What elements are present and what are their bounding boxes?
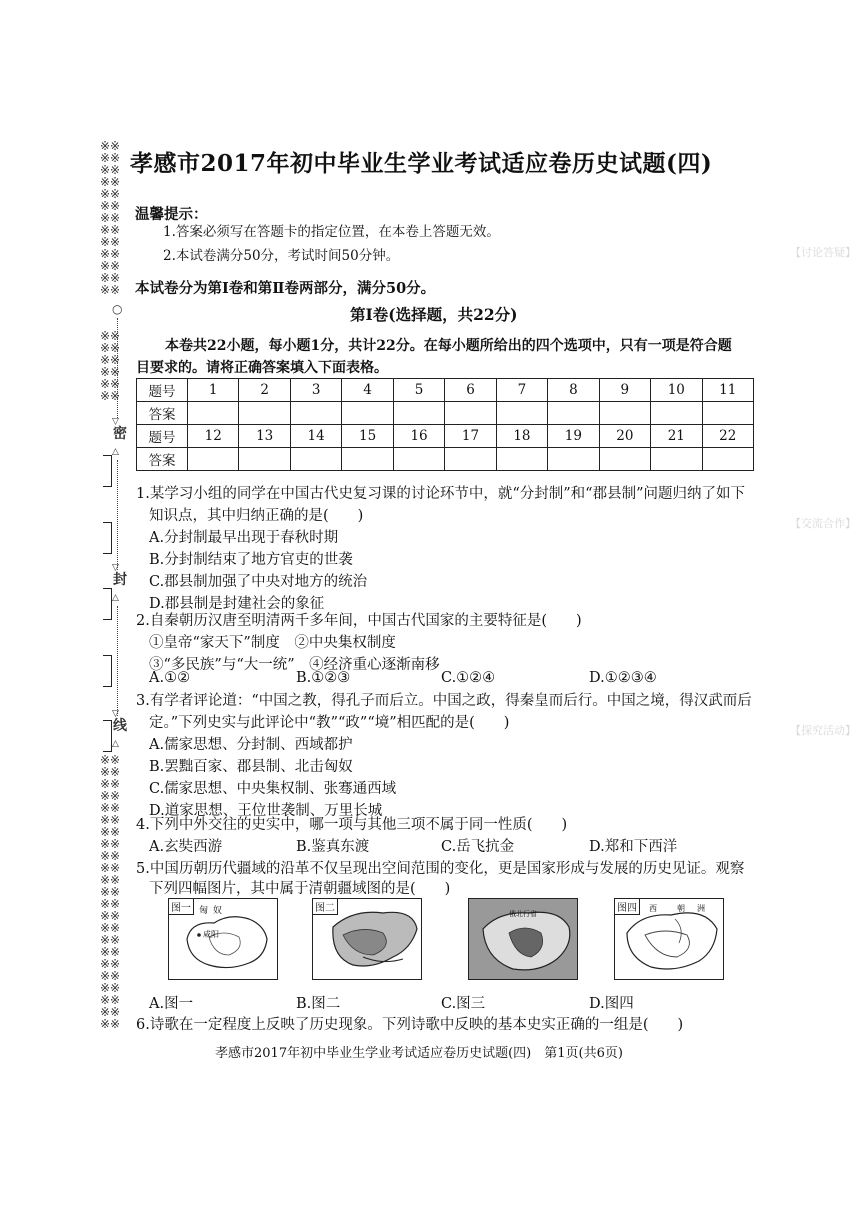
q2-option-c[interactable]: C.①②④ — [441, 670, 496, 686]
q3-option-d[interactable]: D.道家思想、王位世袭制、万里长城 — [149, 803, 383, 819]
map-figure-2 — [312, 898, 422, 980]
table-header-cell: 题号 — [137, 379, 188, 402]
answer-cell[interactable] — [548, 448, 599, 471]
question-number-cell: 7 — [496, 379, 547, 402]
table-header-cell: 答案 — [137, 448, 188, 471]
q5-option-a[interactable]: A.图一 — [149, 996, 194, 1012]
question-number-cell: 11 — [702, 379, 753, 402]
page-title: 孝感市2017年初中毕业生学业考试适应卷历史试题(四) — [130, 150, 713, 177]
page-footer: 孝感市2017年初中毕业生学业考试适应卷历史试题(四) 第1页(共6页) — [215, 1046, 623, 1061]
table-row — [137, 402, 754, 425]
answer-cell[interactable] — [599, 448, 650, 471]
notice-item-1: 1.答案必须写在答题卡的指定位置，在本卷上答题无效。 — [163, 224, 500, 240]
question-number-cell: 17 — [445, 425, 496, 448]
q4-option-c[interactable]: C.岳飞抗金 — [441, 839, 515, 855]
exam-intro: 本试卷分为第Ⅰ卷和第Ⅱ卷两部分，满分50分。 — [135, 280, 436, 297]
answer-cell[interactable] — [445, 402, 496, 425]
table-row — [137, 379, 754, 402]
map-label: 图四 — [615, 899, 640, 915]
map-label: 图一 — [169, 899, 194, 915]
answer-cell[interactable] — [188, 448, 239, 471]
q4-option-b[interactable]: B.鉴真东渡 — [296, 839, 370, 855]
map-figure-4: 图四 西 朝 洲 — [614, 898, 724, 980]
q4-option-a[interactable]: A.玄奘西游 — [149, 839, 223, 855]
gutter-seal-mi: 密 — [113, 426, 127, 442]
gutter-circle-top: ○ — [112, 302, 123, 316]
table-header-cell: 答案 — [137, 402, 188, 425]
q2-choices-1: ①皇帝“家天下”制度 ②中央集权制度 — [149, 635, 396, 651]
binding-gutter: ※※ ※※ ※※ ※※ ※※ ※※ ※※ ※※ ※※ ※※ ※※ ※※ ※※ ○ ※※ ※※ ※※ ※※ ※※ ※※ ▽ 密 △ ▽ 封 △ ▽ 线 △ ※※ ※※ ※※ ※※ ※※ ※※ ※※ ※※ ※※ ※※ ※※ ※※ ※※ ※※ ※※ ※※ ※※ ※※ ※※ ※※ ※※ ※※ ※※ — [100, 139, 127, 1031]
question-number-cell: 16 — [393, 425, 444, 448]
section-instruction-2: 目要求的。请将正确答案填入下面表格。 — [136, 360, 388, 376]
answer-cell[interactable] — [342, 448, 393, 471]
q5-option-c[interactable]: C.图三 — [441, 996, 486, 1012]
q1-option-c[interactable]: C.郡县制加强了中央对地方的统治 — [149, 574, 368, 590]
question-number-cell: 4 — [342, 379, 393, 402]
question-number-cell: 21 — [651, 425, 702, 448]
q2-choices-2: ③“多民族”与“大一统” ④经济重心逐渐南移 — [149, 657, 440, 673]
question-number-cell: 10 — [651, 379, 702, 402]
section-heading: 第Ⅰ卷(选择题，共22分) — [350, 305, 518, 324]
q5-stem-1: 5.中国历朝历代疆域的沿革不仅呈现出空间范围的变化，更是国家形成与发展的历史见证。观察 — [136, 861, 745, 877]
answer-cell[interactable] — [702, 448, 753, 471]
q2-option-d[interactable]: D.①②③④ — [589, 670, 657, 686]
name-bracket — [103, 455, 112, 487]
q4-stem: 4.下列中外交往的史实中，哪一项与其他三项不属于同一性质( ) — [136, 817, 568, 833]
question-number-cell: 2 — [239, 379, 290, 402]
map-figure-1: 图一 匈 奴 咸阳 — [168, 898, 278, 980]
question-number-cell: 1 — [188, 379, 239, 402]
answer-table — [136, 378, 754, 471]
id-bracket — [103, 655, 112, 687]
question-number-cell: 5 — [393, 379, 444, 402]
question-number-cell: 18 — [496, 425, 547, 448]
q2-stem-1: 2.自秦朝历汉唐至明清两千多年间，中国古代国家的主要特征是( ) — [136, 613, 582, 629]
answer-cell[interactable] — [651, 402, 702, 425]
gutter-seal-xian: 线 — [113, 718, 127, 734]
answer-cell[interactable] — [188, 402, 239, 425]
notice-heading: 温馨提示： — [135, 206, 208, 223]
answer-cell[interactable] — [239, 402, 290, 425]
answer-cell[interactable] — [393, 402, 444, 425]
answer-cell[interactable] — [651, 448, 702, 471]
class-bracket — [103, 522, 112, 554]
question-number-cell: 22 — [702, 425, 753, 448]
answer-cell[interactable] — [445, 448, 496, 471]
answer-cell[interactable] — [496, 448, 547, 471]
answer-cell[interactable] — [342, 402, 393, 425]
answer-cell[interactable] — [496, 402, 547, 425]
question-number-cell: 13 — [239, 425, 290, 448]
q1-option-b[interactable]: B.分封制结束了地方官吏的世袭 — [149, 552, 353, 568]
table-row — [137, 425, 754, 448]
seat-bracket — [103, 720, 112, 752]
q5-option-b[interactable]: B.图二 — [296, 996, 341, 1012]
q1-stem-1: 1.某学习小组的同学在中国古代史复习课的讨论环节中，就“分封制”和“郡县制”问题归纳了如下 — [136, 486, 745, 502]
q2-option-a[interactable]: A.①② — [149, 670, 191, 686]
q1-option-d[interactable]: D.郡县制是封建社会的象征 — [149, 596, 325, 612]
question-number-cell: 19 — [548, 425, 599, 448]
answer-cell[interactable] — [599, 402, 650, 425]
gutter-seal-feng: 封 — [113, 572, 127, 588]
q1-stem-2: 知识点，其中归纳正确的是( ) — [149, 508, 364, 524]
question-number-cell: 8 — [548, 379, 599, 402]
q3-stem-1: 3.有学者评论道：“中国之教，得孔子而后立。中国之政，得秦皇而后行。中国之境，得汉武而后 — [136, 693, 752, 709]
answer-cell[interactable] — [290, 448, 341, 471]
section-instruction-1: 本卷共22小题，每小题1分，共计22分。在每小题所给出的四个选项中，只有一项是符合题 — [165, 338, 732, 354]
map-figure-3: 俄北行省 — [468, 898, 578, 980]
question-number-cell: 9 — [599, 379, 650, 402]
question-number-cell: 14 — [290, 425, 341, 448]
question-number-cell: 15 — [342, 425, 393, 448]
answer-cell[interactable] — [548, 402, 599, 425]
notice-item-2: 2.本试卷满分50分，考试时间50分钟。 — [163, 248, 400, 264]
table-header-cell: 题号 — [137, 425, 188, 448]
q1-option-a[interactable]: A.分封制最早出现于春秋时期 — [149, 530, 339, 546]
answer-cell[interactable] — [239, 448, 290, 471]
q2-option-b[interactable]: B.①②③ — [296, 670, 351, 686]
table-row — [137, 448, 754, 471]
question-number-cell: 3 — [290, 379, 341, 402]
q3-option-a[interactable]: A.儒家思想、分封制、西域都护 — [149, 737, 353, 753]
q3-option-b[interactable]: B.罢黜百家、郡县制、北击匈奴 — [149, 759, 353, 775]
q4-option-d[interactable]: D.郑和下西洋 — [589, 839, 678, 855]
answer-cell[interactable] — [702, 402, 753, 425]
question-number-cell: 20 — [599, 425, 650, 448]
q5-stem-2: 下列四幅图片，其中属于清朝疆域图的是( ) — [149, 881, 451, 897]
answer-cell[interactable] — [393, 448, 444, 471]
map-label: 图二 — [313, 899, 338, 915]
question-number-cell: 12 — [188, 425, 239, 448]
q6-stem: 6.诗歌在一定程度上反映了历史现象。下列诗歌中反映的基本史实正确的一组是( ) — [136, 1017, 684, 1033]
q5-option-d[interactable]: D.图四 — [589, 996, 634, 1012]
q3-stem-2: 定。”下列史实与此评论中“教”“政”“境”相匹配的是( ) — [149, 715, 510, 731]
school-bracket — [103, 588, 112, 620]
q3-option-c[interactable]: C.儒家思想、中央集权制、张骞通西域 — [149, 781, 397, 797]
answer-cell[interactable] — [290, 402, 341, 425]
question-number-cell: 6 — [445, 379, 496, 402]
